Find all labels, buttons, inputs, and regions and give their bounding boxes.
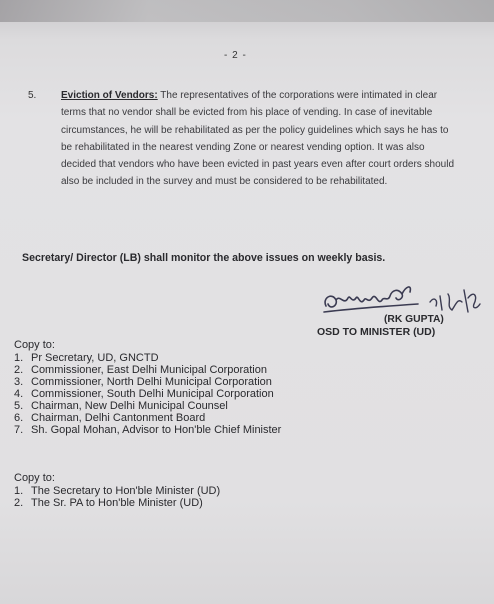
list-item: 4. Commissioner, South Delhi Municipal Corporation	[14, 388, 274, 400]
section-body: The representatives of the corporations were intimated in clear terms that no vendor shall be evicted from his place of vending. In case of inevitable circumstances, he will be rehabilitated as per the policy guidelines which says he has to be rehabilitated in the nearest vending Zone or nearest vending option. It was also decided that vendors who have been evicted in past years even after court orders should also be included in the survey and must be considered to be rehabilitated.	[61, 90, 455, 188]
section-paragraph	[61, 87, 456, 191]
copy-to-list-2	[14, 485, 220, 509]
list-item: 1. The Secretary to Hon'ble Minister (UD)	[14, 485, 221, 497]
list-item: 2. The Sr. PA to Hon'ble Minister (UD)	[14, 497, 203, 509]
list-item: 6. Chairman, Delhi Cantonment Board	[14, 412, 206, 424]
list-item: 5. Chairman, New Delhi Municipal Counsel	[14, 400, 228, 412]
list-item: 3. Commissioner, North Delhi Municipal Corporation	[14, 376, 272, 388]
list-item: 1. Pr Secretary, UD, GNCTD	[14, 352, 159, 364]
copy-to-heading: Copy to:	[14, 339, 55, 351]
page-number: - 2 -	[224, 50, 247, 61]
list-item: 2. Commissioner, East Delhi Municipal Corporation	[14, 364, 267, 376]
copy-to-list	[14, 352, 281, 436]
signatory-name: (RK GUPTA)	[384, 314, 444, 325]
signatory-designation: OSD TO MINISTER (UD)	[317, 326, 436, 338]
scan-top-shadow	[0, 0, 494, 22]
section-heading: Eviction of Vendors:	[61, 90, 158, 101]
copy-to-heading-2: Copy to:	[14, 472, 55, 484]
list-item: 7. Sh. Gopal Mohan, Advisor to Hon'ble Chief Minister	[14, 424, 282, 436]
section-number: 5.	[28, 90, 37, 101]
directive-line: Secretary/ Director (LB) shall monitor the above issues on weekly basis.	[22, 252, 386, 264]
